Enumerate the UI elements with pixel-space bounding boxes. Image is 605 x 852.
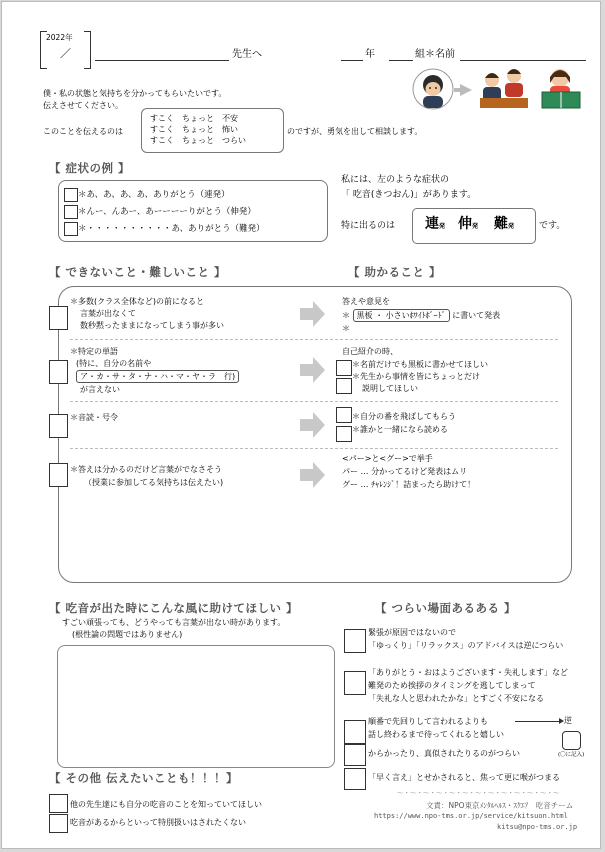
note-label: (〇に記入) xyxy=(558,752,585,758)
reverse-arrow xyxy=(515,721,561,722)
symptoms-heading: 【 症状の例 】 xyxy=(49,161,131,175)
feeling-anxious[interactable]: すこく ちょっと 不安 xyxy=(150,114,238,123)
whiteboard-option[interactable]: 黒板 ・ 小さいﾎﾜｲﾄﾎﾞｰﾄﾞ xyxy=(353,309,450,322)
row4-left-1: ＊答えは分かるのだけど言葉がでなさそう xyxy=(70,465,222,474)
row2-arrow-icon xyxy=(313,357,325,383)
row1-left-3: 数秒黙ったままになってしまう事が多い xyxy=(80,321,224,330)
worried-child-illustration xyxy=(412,68,454,110)
intro-line-2: 伝えさせてください。 xyxy=(43,101,123,110)
type-prolongation[interactable]: 伸発 xyxy=(458,216,479,232)
feeling-painful[interactable]: すこく ちょっと つらい xyxy=(150,136,246,145)
footer-credit: 文責：NPO東京ﾒﾝﾀﾙﾍﾙｽ・ｽｸｴｱ 吃音チーム xyxy=(426,801,574,810)
row4-right-3: グー … ﾁｬﾚﾝｼﾞ！詰まったら助けて！ xyxy=(342,480,476,489)
appears-prefix: 特に出るのは xyxy=(341,221,396,231)
reading-child-illustration xyxy=(538,64,584,112)
row2-right-2: ＊名前だけでも黒板に書かせてほしい xyxy=(352,360,488,369)
row3-right-2: ＊誰かと一緒になら読める xyxy=(352,425,448,434)
hard-2-line-2: 難発のため挨拶のタイミングを逃してしまって xyxy=(368,681,536,690)
type-repetition[interactable]: 連発 xyxy=(425,216,446,232)
hard-3-line-1: 順番で先回りして言われるよりも xyxy=(368,717,488,726)
help-heading: 【 吃音が出た時にこんな風に助けてほしい 】 xyxy=(49,601,299,615)
row2-right-3: ＊先生から事情を皆にちょっとだけ xyxy=(352,372,480,381)
row1-right-line: ＊ 黒板 ・ 小さいﾎﾜｲﾄﾎﾞｰﾄﾞ に書いて発表 xyxy=(342,311,501,320)
row2-checkbox[interactable] xyxy=(49,360,68,384)
intro-line-3-suffix: のですが、勇気を出して相談します。 xyxy=(287,127,423,136)
checkbox-block[interactable] xyxy=(64,222,78,236)
row2-left-2: (特に、自分の名前や xyxy=(76,359,152,368)
row4-right-2: パー … 分かってるけど発表はムリ xyxy=(342,467,468,476)
year-label: 2022年 xyxy=(46,33,73,42)
row3-arrow-shaft xyxy=(300,419,314,431)
row-divider xyxy=(70,401,558,402)
talking-children-illustration xyxy=(478,64,530,110)
symptom-block: ＊・・・・・・・・・・あ、ありがとう（難発） xyxy=(78,224,265,234)
checkbox-prolongation[interactable] xyxy=(64,205,78,219)
footer-url[interactable]: https://www.npo-tms.or.jp/service/kitsuon.html xyxy=(374,812,568,820)
row3-left: ＊音読・号令 xyxy=(70,413,118,422)
help-line-1: すごい頑張っても、どうやっても言葉が出ない時があります。 xyxy=(62,618,286,627)
row3-right-checkbox-2[interactable] xyxy=(336,426,352,442)
row1-checkbox[interactable] xyxy=(49,306,68,330)
row2-right-1: 自己紹介の時、 xyxy=(342,347,398,356)
helpful-heading: 【 助かること 】 xyxy=(348,265,442,279)
statement-line-1: 私には、左のような症状の xyxy=(341,175,450,185)
date-bracket-right xyxy=(84,31,91,69)
other-heading: 【 その他 伝えたいことも！！！】 xyxy=(49,771,239,785)
row-divider xyxy=(70,448,558,449)
hard-checkbox-3[interactable] xyxy=(344,720,366,744)
intro-line-3-prefix: このことを伝えるのは xyxy=(43,127,123,136)
arrow-shaft xyxy=(454,88,462,92)
appears-suffix: です。 xyxy=(539,221,566,231)
row2-arrow-shaft xyxy=(300,364,314,376)
row3-right-1: ＊自分の番を飛ばしてもらう xyxy=(352,412,456,421)
row1-right-title: 答えや意見を xyxy=(342,297,390,306)
row1-left-2: 言葉が出なくて xyxy=(80,309,136,318)
symptom-repetition: ＊あ、あ、あ、あ、ありがとう（連発） xyxy=(78,190,230,200)
hard-2-line-3: 「失礼な人と思われたかな」とすごく不安になる xyxy=(368,694,544,703)
row4-right-1: <パー>と<グー>で挙手 xyxy=(342,454,433,463)
row1-arrow-icon xyxy=(313,301,325,327)
worksheet-page xyxy=(1,1,601,849)
row1-left-1: ＊多数(クラス全体など)の前になると xyxy=(70,297,205,306)
teacher-suffix: 先生へ xyxy=(232,49,262,60)
row3-right-checkbox-1[interactable] xyxy=(336,407,352,423)
cannot-heading: 【 できないこと・難しいこと 】 xyxy=(49,265,227,279)
row3-checkbox[interactable] xyxy=(49,414,68,438)
help-line-2: (根性論の問題ではありません) xyxy=(72,630,183,639)
hard-checkbox-5[interactable] xyxy=(344,768,366,790)
other-item-1: 他の先生達にも自分の吃音のことを知っていてほしい xyxy=(70,800,262,809)
class-name-label: 組＊名前 xyxy=(415,49,455,60)
other-checkbox-1[interactable] xyxy=(49,794,68,813)
row1-arrow-shaft xyxy=(300,308,314,320)
year-word: 年 xyxy=(365,49,375,60)
hard-heading: 【 つらい場面あるある 】 xyxy=(375,601,517,615)
hard-1-line-1: 緊張が原因ではないので xyxy=(368,628,456,637)
reverse-label: 逆 xyxy=(564,716,572,725)
feeling-scared[interactable]: すこく ちょっと 怖い xyxy=(150,125,238,134)
other-checkbox-2[interactable] xyxy=(49,814,68,833)
hard-5-line-1: 「早く言え」とせかされると、焦って更に喉がつまる xyxy=(368,773,560,782)
name-field[interactable] xyxy=(460,60,586,61)
footer-wave: 〜・〜・〜・〜・〜・〜・〜・〜・〜・〜・〜・〜・〜 xyxy=(397,789,560,797)
symptom-prolongation: ＊んー、んあー、あーーーーりがとう（伸発） xyxy=(78,207,256,217)
teacher-name-field[interactable] xyxy=(95,60,229,61)
year-field[interactable] xyxy=(341,60,363,61)
row-divider xyxy=(70,339,558,340)
hard-2-line-1: 「ありがとう・おはようございます・失礼します」など xyxy=(368,668,568,677)
row1-right-star[interactable]: ＊ xyxy=(342,324,350,333)
hard-checkbox-2[interactable] xyxy=(344,671,366,695)
other-item-2: 吃音があるからといって特別扱いはされたくない xyxy=(70,818,246,827)
date-separator[interactable]: ／ xyxy=(60,47,71,60)
reverse-circle-field[interactable] xyxy=(562,731,581,750)
row4-checkbox[interactable] xyxy=(49,463,68,487)
row2-right-4: 説明してほしい xyxy=(362,384,418,393)
hard-checkbox-1[interactable] xyxy=(344,629,366,653)
row2-left-end: が言えない xyxy=(80,385,120,394)
help-writing-area[interactable] xyxy=(57,645,335,768)
statement-line-2: 「 吃音(きつおん)」があります。 xyxy=(341,190,477,200)
hard-3-line-2: 話し終わるまで待ってくれると嬉しい xyxy=(368,730,504,739)
row2-left-box[interactable]: ア・カ・サ・タ・ナ・ハ・マ・ヤ・ラ 行) xyxy=(76,370,239,383)
row2-right-checkbox-2[interactable] xyxy=(336,378,352,394)
checkbox-repetition[interactable] xyxy=(64,188,78,202)
class-field[interactable] xyxy=(389,60,413,61)
row2-left-1: ＊特定の単語 xyxy=(70,347,118,356)
row4-left-2: （授業に参加してる気持ちは伝えたい) xyxy=(84,478,224,487)
hard-1-line-2: 「ゆっくり」「リラックス」のアドバイスは逆につらい xyxy=(368,641,564,650)
row4-arrow-icon xyxy=(313,462,325,488)
hard-checkbox-4[interactable] xyxy=(344,744,366,766)
type-block[interactable]: 難発 xyxy=(494,216,515,232)
footer-email[interactable]: kitsu@npo-tms.or.jp xyxy=(497,823,578,831)
intro-line-1: 僕・私の状態と気持ちを分かってもらいたいです。 xyxy=(43,89,227,98)
row4-arrow-shaft xyxy=(300,469,314,481)
row3-arrow-icon xyxy=(313,412,325,438)
hard-4-line-1: からかったり、真似されたりるのがつらい xyxy=(368,749,520,758)
row2-right-checkbox-1[interactable] xyxy=(336,360,352,376)
